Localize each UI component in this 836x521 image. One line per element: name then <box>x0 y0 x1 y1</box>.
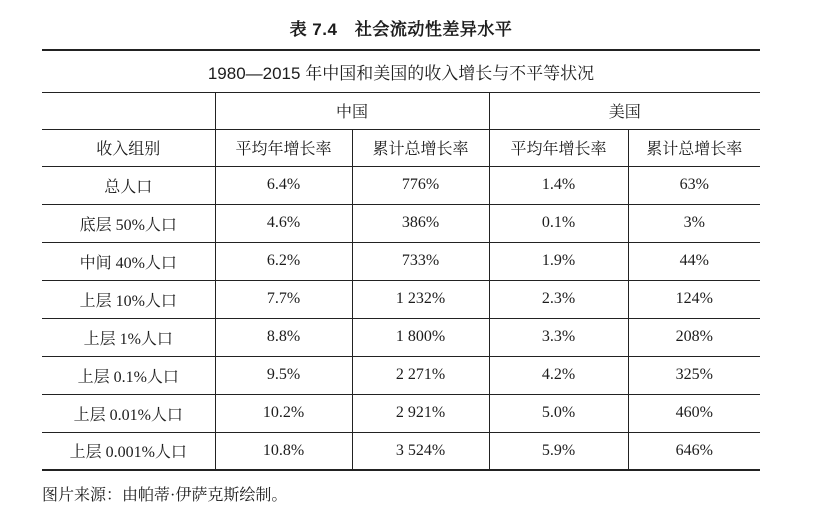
table-cell: 5.9% <box>489 432 628 470</box>
row-label: 上层 10%人口 <box>42 280 215 318</box>
table-cell: 7.7% <box>215 280 352 318</box>
table-cell: 386% <box>352 204 489 242</box>
group-header-china: 中国 <box>215 92 489 129</box>
table-cell: 9.5% <box>215 356 352 394</box>
table-row <box>42 242 760 280</box>
table-row <box>42 318 760 356</box>
table-cell: 2 921% <box>352 394 489 432</box>
corner-cell <box>42 92 215 129</box>
table-cell: 5.0% <box>489 394 628 432</box>
table-row <box>42 204 760 242</box>
column-header-china-avg: 平均年增长率 <box>215 129 352 166</box>
table-cell: 6.4% <box>215 166 352 204</box>
row-label: 上层 0.1%人口 <box>42 356 215 394</box>
table-cell: 6.2% <box>215 242 352 280</box>
table-cell: 8.8% <box>215 318 352 356</box>
table-cell: 2.3% <box>489 280 628 318</box>
column-header-usa-cum: 累计总增长率 <box>628 129 760 166</box>
table-cell: 208% <box>628 318 760 356</box>
table-cell: 646% <box>628 432 760 470</box>
subtitle-row <box>42 50 760 92</box>
table-cell: 10.2% <box>215 394 352 432</box>
table-cell: 124% <box>628 280 760 318</box>
row-label: 上层 0.01%人口 <box>42 394 215 432</box>
table-cell: 63% <box>628 166 760 204</box>
table-cell: 44% <box>628 242 760 280</box>
table-row <box>42 280 760 318</box>
mobility-table <box>42 49 760 471</box>
table-cell: 733% <box>352 242 489 280</box>
table-cell: 4.2% <box>489 356 628 394</box>
table-cell: 325% <box>628 356 760 394</box>
table-caption: 表 7.4 社会流动性差异水平 <box>289 20 513 39</box>
column-header-row-group: 收入组别 <box>42 129 215 166</box>
table-cell: 3% <box>628 204 760 242</box>
table-row <box>42 356 760 394</box>
table-row <box>42 394 760 432</box>
table-cell: 1 232% <box>352 280 489 318</box>
table-cell: 2 271% <box>352 356 489 394</box>
column-header-row <box>42 129 760 166</box>
table-cell: 1.9% <box>489 242 628 280</box>
table-cell: 776% <box>352 166 489 204</box>
table-cell: 1 800% <box>352 318 489 356</box>
table-cell: 3.3% <box>489 318 628 356</box>
column-header-usa-avg: 平均年增长率 <box>489 129 628 166</box>
row-label: 总人口 <box>42 166 215 204</box>
table-cell: 10.8% <box>215 432 352 470</box>
group-header-row <box>42 92 760 129</box>
source-note: 图片来源：由帕蒂·伊萨克斯绘制。 <box>42 487 288 504</box>
table-cell: 3 524% <box>352 432 489 470</box>
row-label: 上层 1%人口 <box>42 318 215 356</box>
table-cell: 4.6% <box>215 204 352 242</box>
table-cell: 460% <box>628 394 760 432</box>
table-cell: 1.4% <box>489 166 628 204</box>
row-label: 底层 50%人口 <box>42 204 215 242</box>
row-label: 中间 40%人口 <box>42 242 215 280</box>
table-cell: 0.1% <box>489 204 628 242</box>
table-row <box>42 432 760 470</box>
table-row <box>42 166 760 204</box>
table-subtitle: 1980—2015 年中国和美国的收入增长与不平等状况 <box>42 50 760 92</box>
group-header-usa: 美国 <box>489 92 760 129</box>
column-header-china-cum: 累计总增长率 <box>352 129 489 166</box>
row-label: 上层 0.001%人口 <box>42 432 215 470</box>
